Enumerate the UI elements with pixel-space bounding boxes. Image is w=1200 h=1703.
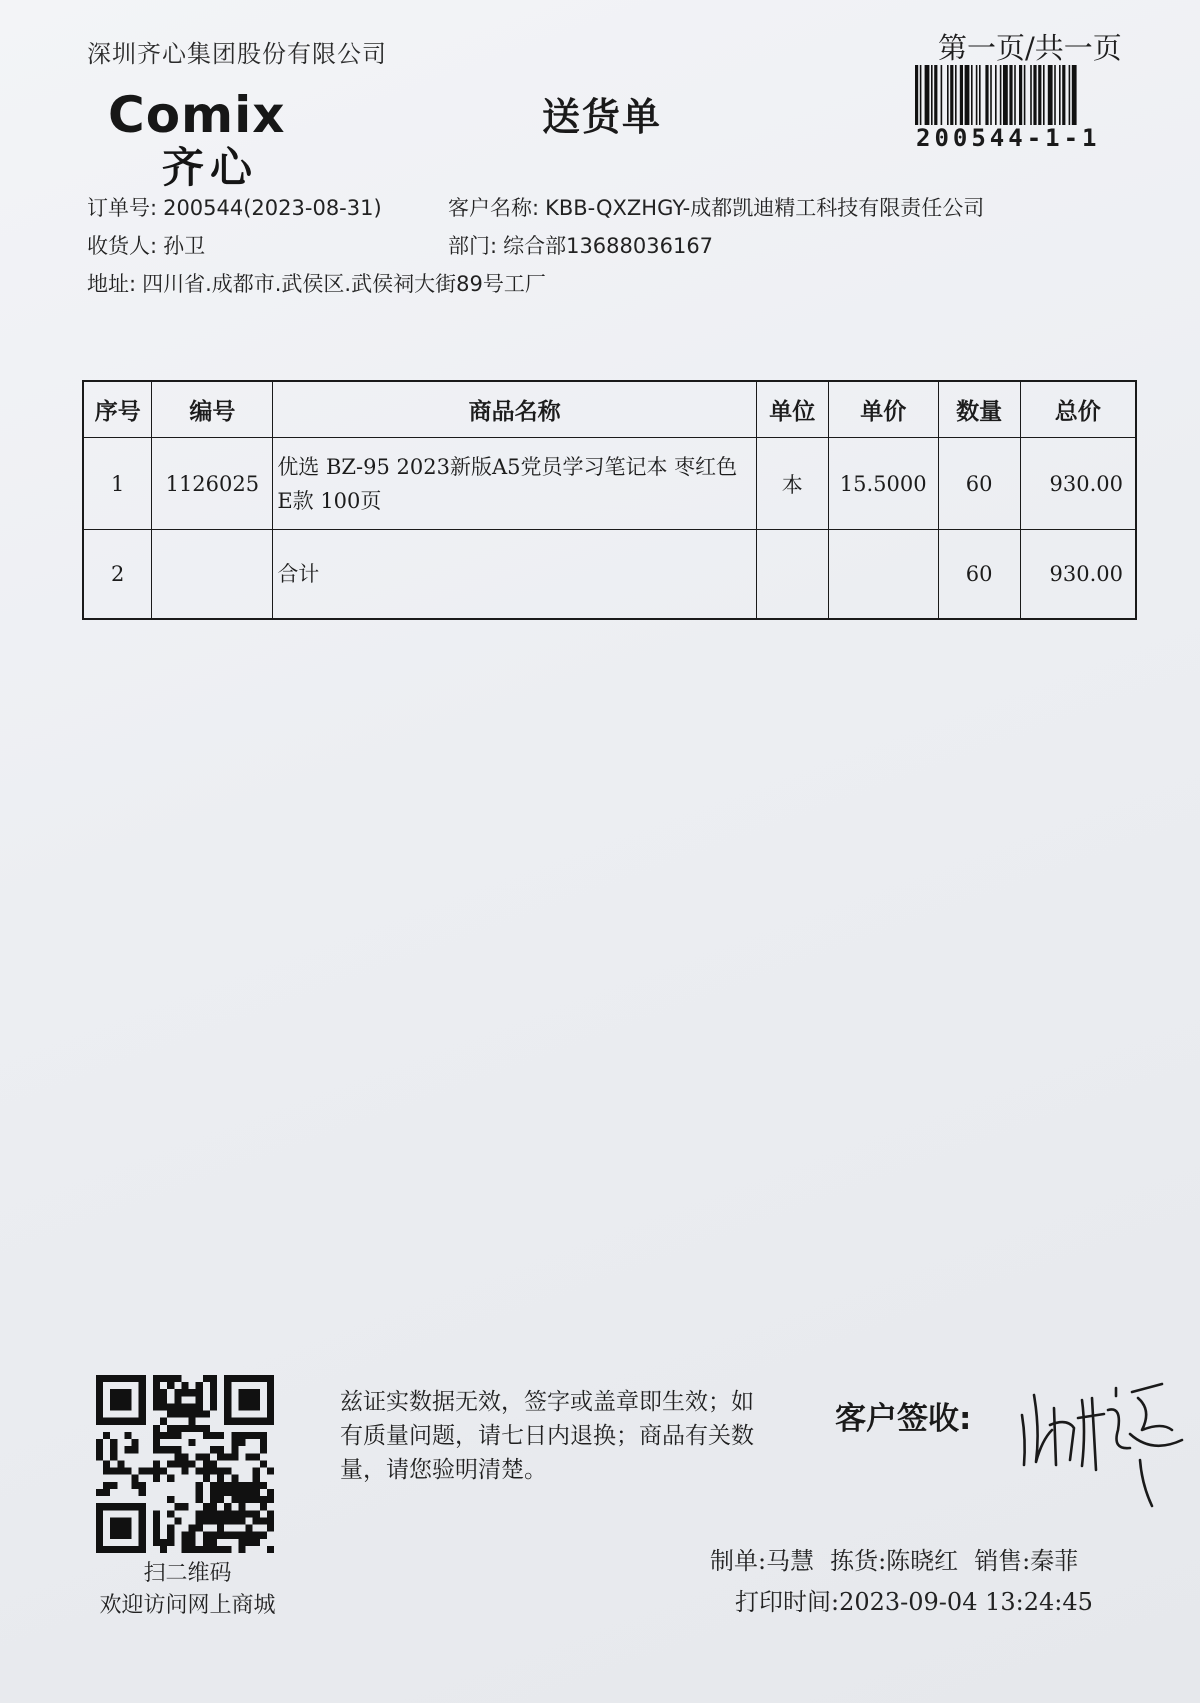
sales: 销售:秦菲 xyxy=(974,1547,1079,1575)
cell-unit xyxy=(756,530,828,619)
table-row xyxy=(83,438,1136,530)
cell-price xyxy=(828,530,938,619)
cell-code xyxy=(152,530,273,619)
maker: 制单:马慧 xyxy=(710,1547,815,1575)
cell-qty: 60 xyxy=(938,530,1020,619)
notice-text: 兹证实数据无效，签字或盖章即生效；如有质量问题，请七日内退换；商品有关数量，请您验明清楚。 xyxy=(340,1389,754,1483)
handwritten-signature xyxy=(1012,1370,1187,1510)
barcode-number: 200544-1-1 xyxy=(916,124,1101,152)
order-number: 订单号: 200544(2023-08-31) xyxy=(87,196,382,220)
qr-caption-line1: 扫二维码 xyxy=(143,1561,232,1586)
logo-chinese: 齐心 xyxy=(162,143,259,192)
cell-product: 优选 BZ-95 2023新版A5党员学习笔记本 枣红色E款 100页 xyxy=(273,438,757,530)
address: 地址: 四川省.成都市.武侯区.武侯祠大街89号工厂 xyxy=(87,272,546,296)
customer-name: 客户名称: KBB-QXZHGY-成都凯迪精工科技有限责任公司 xyxy=(448,196,985,220)
header-qty: 数量 xyxy=(938,381,1020,438)
page-indicator: 第一页/共一页 xyxy=(938,31,1122,65)
header-seq: 序号 xyxy=(83,381,152,438)
document-title: 送货单 xyxy=(542,95,663,139)
header-price: 单价 xyxy=(828,381,938,438)
header-unit: 单位 xyxy=(756,381,828,438)
header-total: 总价 xyxy=(1020,381,1136,438)
svg-text:Comix: Comix xyxy=(108,88,286,140)
qr-caption-line2: 欢迎访问网上商城 xyxy=(99,1593,276,1618)
cell-unit: 本 xyxy=(756,438,828,530)
customer-sign-label: 客户签收: xyxy=(835,1401,972,1437)
header-code: 编号 xyxy=(152,381,273,438)
header-product: 商品名称 xyxy=(273,381,757,438)
comix-logo xyxy=(108,88,338,140)
department: 部门: 综合部13688036167 xyxy=(448,234,714,258)
cell-code: 1126025 xyxy=(152,438,273,530)
cell-total: 930.00 xyxy=(1020,530,1136,619)
picker: 拣货:陈晓红 xyxy=(830,1547,959,1575)
cell-seq: 1 xyxy=(83,438,152,530)
cell-price: 15.5000 xyxy=(828,438,938,530)
barcode xyxy=(915,65,1131,125)
print-time: 打印时间:2023-09-04 13:24:45 xyxy=(735,1588,1093,1616)
cell-qty: 60 xyxy=(938,438,1020,530)
qr-code xyxy=(96,1375,274,1553)
table-row-total xyxy=(83,530,1136,619)
receiver: 收货人: 孙卫 xyxy=(87,234,206,258)
cell-seq: 2 xyxy=(83,530,152,619)
company-name: 深圳齐心集团股份有限公司 xyxy=(87,40,387,68)
cell-product: 合计 xyxy=(273,530,757,619)
qr-caption xyxy=(80,1558,295,1622)
cell-total: 930.00 xyxy=(1020,438,1136,530)
items-table xyxy=(82,380,1137,620)
table-header-row xyxy=(83,381,1136,438)
staff-info xyxy=(710,1541,1094,1576)
